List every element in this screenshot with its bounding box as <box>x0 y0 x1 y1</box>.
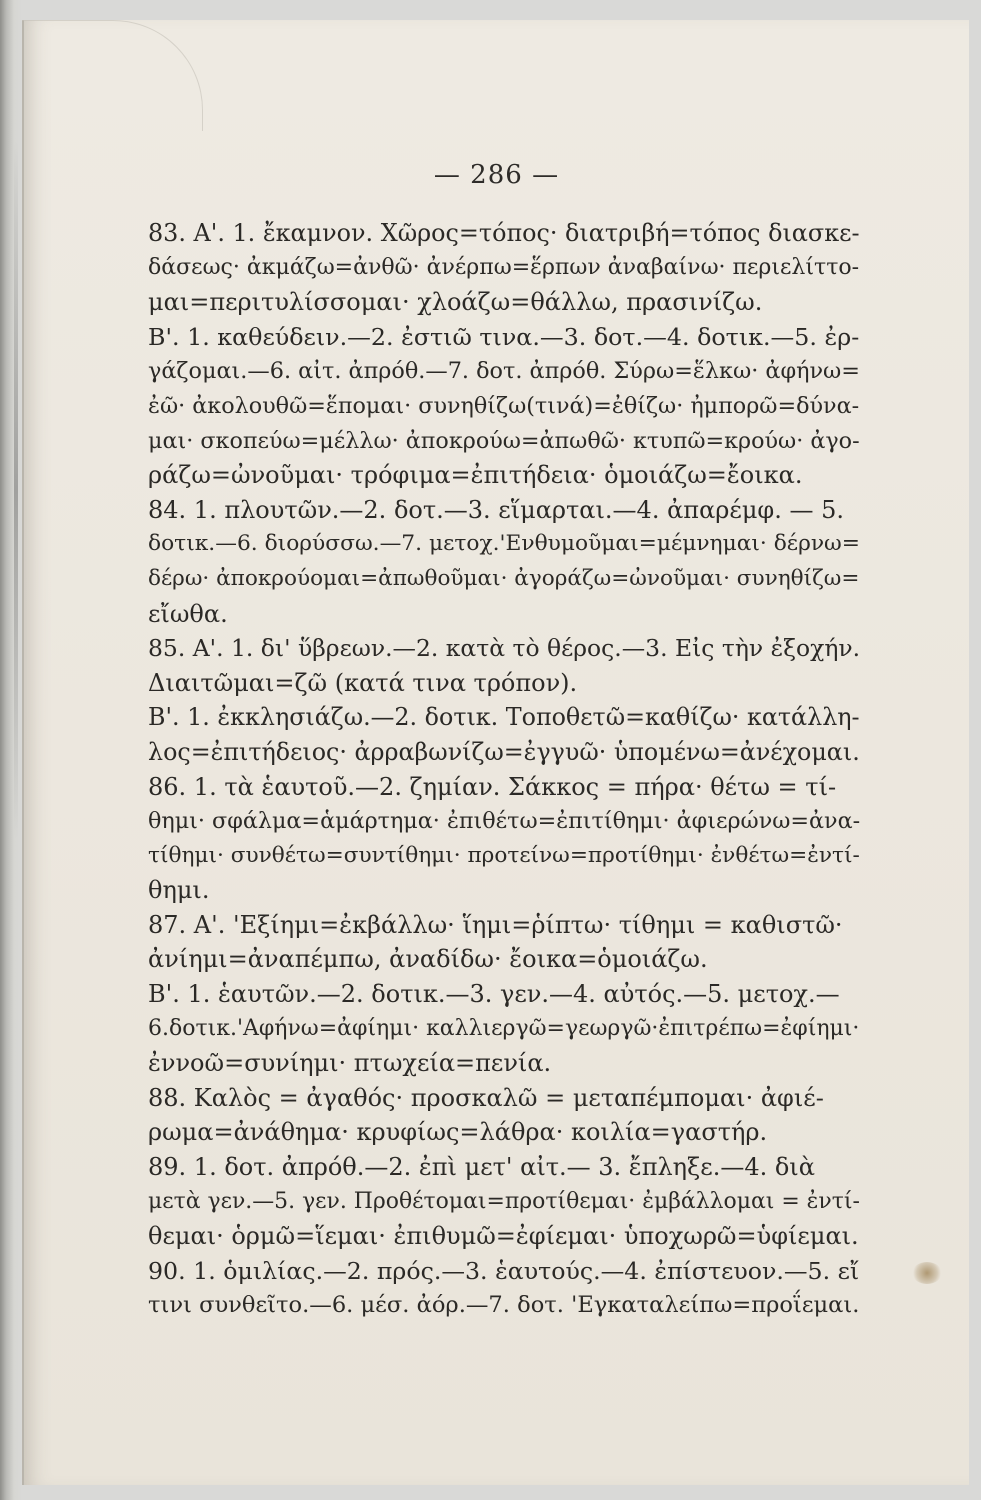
text-line: Β'. 1. καθεύδειν.—2. ἐστιῶ τινα.—3. δοτ.—4. δοτικ.—5. ἐρ- <box>148 322 860 351</box>
text-line: θεμαι· ὁρμῶ=ἵεμαι· ἐπιθυμῶ=ἐφίεμαι· ὑποχωρῶ=ὑφίεμαι. <box>148 1222 859 1251</box>
text-line: 86. 1. τὰ ἑαυτοῦ.—2. ζημίαν. Σάκκος = πήρα· θέτω = τί- <box>148 772 837 801</box>
text-line: ἐννοῶ=συνίημι· πτωχεία=πενία. <box>148 1049 552 1078</box>
text-line: τίθημι· συνθέτω=συντίθημι· προτείνω=προτίθημι· ἐνθέτω=ἐντί- <box>148 842 860 868</box>
text-line: τινι συνθεῖτο.—6. μέσ. ἀόρ.—7. δοτ. 'Εγκαταλείπω=προΐεμαι. <box>148 1292 860 1319</box>
text-line: 89. 1. δοτ. ἀπρόθ.—2. ἐπὶ μετ' αἰτ.— 3. ἔπληξε.—4. διὰ <box>148 1153 815 1182</box>
text-line: Β'. 1. ἑαυτῶν.—2. δοτικ.—3. γεν.—4. αὐτός.—5. μετοχ.— <box>148 980 840 1009</box>
text-line: μαι· σκοπεύω=μέλλω· ἀποκρούω=ἀπωθῶ· κτυπῶ=κρούω· ἀγο- <box>148 427 860 454</box>
text-line: 84. 1. πλουτῶν.—2. δοτ.—3. εἵμαρται.—4. ἀπαρέμφ. — 5. <box>148 495 844 524</box>
book-page <box>22 20 969 1485</box>
text-line: μετὰ γεν.—5. γεν. Προθέτομαι=προτίθεμαι· ἐμβάλλομαι = ἐντί- <box>148 1188 860 1214</box>
text-line: 90. 1. ὁμιλίας.—2. πρός.—3. ἑαυτούς.—4. ἐπίστευον.—5. εἴ <box>148 1256 860 1285</box>
text-line: δοτικ.—6. διορύσσω.—7. μετοχ.'Ενθυμοῦμαι=μέμνημαι· δέρνω= <box>148 531 860 557</box>
text-line: Διαιτῶμαι=ζῶ (κατά τινα τρόπον). <box>148 668 578 697</box>
text-line: μαι=περιτυλίσσομαι· χλοάζω=θάλλω, πρασινίζω. <box>148 288 763 317</box>
text-line: θημι. <box>148 876 210 905</box>
ink-stain <box>912 1262 942 1284</box>
text-line: ἀνίημι=ἀναπέμπω, ἀναδίδω· ἔοικα=ὁμοιάζω. <box>148 945 708 974</box>
text-line: λος=ἐπιτήδειος· ἀρραβωνίζω=ἐγγυῶ· ὑπομένω=ἀνέχομαι. <box>148 737 860 766</box>
text-line: δάσεως· ἀκμάζω=ἀνθῶ· ἀνέρπω=ἕρπων ἀναβαίνω· περιελίττο- <box>148 254 860 280</box>
text-line: θημι· σφάλμα=ἁμάρτημα· ἐπιθέτω=ἐπιτίθημι· ἀφιερώνω=ἀνα- <box>148 808 860 835</box>
text-line: εἴωθα. <box>148 599 228 628</box>
page-number: — 286 — <box>433 160 560 190</box>
text-line: ἐῶ· ἀκολουθῶ=ἕπομαι· συνηθίζω(τινά)=ἐθίζω· ἠμπορῶ=δύνα- <box>148 392 860 419</box>
text-line: 88. Καλὸς = ἀγαθός· προσκαλῶ = μεταπέμπομαι· ἀφιέ- <box>148 1083 824 1112</box>
text-line: 6.δοτικ.'Αφήνω=ἀφίημι· καλλιεργῶ=γεωργῶ·ἐπιτρέπω=ἐφίημι· <box>148 1015 860 1041</box>
text-line: ράζω=ὠνοῦμαι· τρόφιμα=ἐπιτήδεια· ὁμοιάζω=ἔοικα. <box>148 461 803 490</box>
text-line: Β'. 1. ἐκκλησιάζω.—2. δοτικ. Τοποθετῶ=καθίζω· κατάλλη- <box>148 703 860 732</box>
text-line: 85. Α'. 1. δι' ὕβρεων.—2. κατὰ τὸ θέρος.—3. Εἰς τὴν ἐξοχήν. <box>148 634 860 663</box>
text-line: γάζομαι.—6. αἰτ. ἀπρόθ.—7. δοτ. ἀπρόθ. Σύρω=ἕλκω· ἀφήνω= <box>148 358 860 385</box>
text-line: 87. Α'. 'Εξίημι=ἐκβάλλω· ἵημι=ῥίπτω· τίθημι = καθιστῶ· <box>148 910 843 939</box>
page-body <box>148 216 860 1323</box>
text-line: δέρω· ἀποκρούομαι=ἀπωθοῦμαι· ἀγοράζω=ὠνοῦμαι· συνηθίζω= <box>148 565 860 591</box>
binding-edge <box>14 140 18 840</box>
text-line: 83. Α'. 1. ἔκαμνον. Χῶρος=τόπος· διατριβή=τόπος διασκε- <box>148 219 860 247</box>
text-line: ρωμα=ἀνάθημα· κρυφίως=λάθρα· κοιλία=γαστήρ. <box>148 1118 768 1147</box>
